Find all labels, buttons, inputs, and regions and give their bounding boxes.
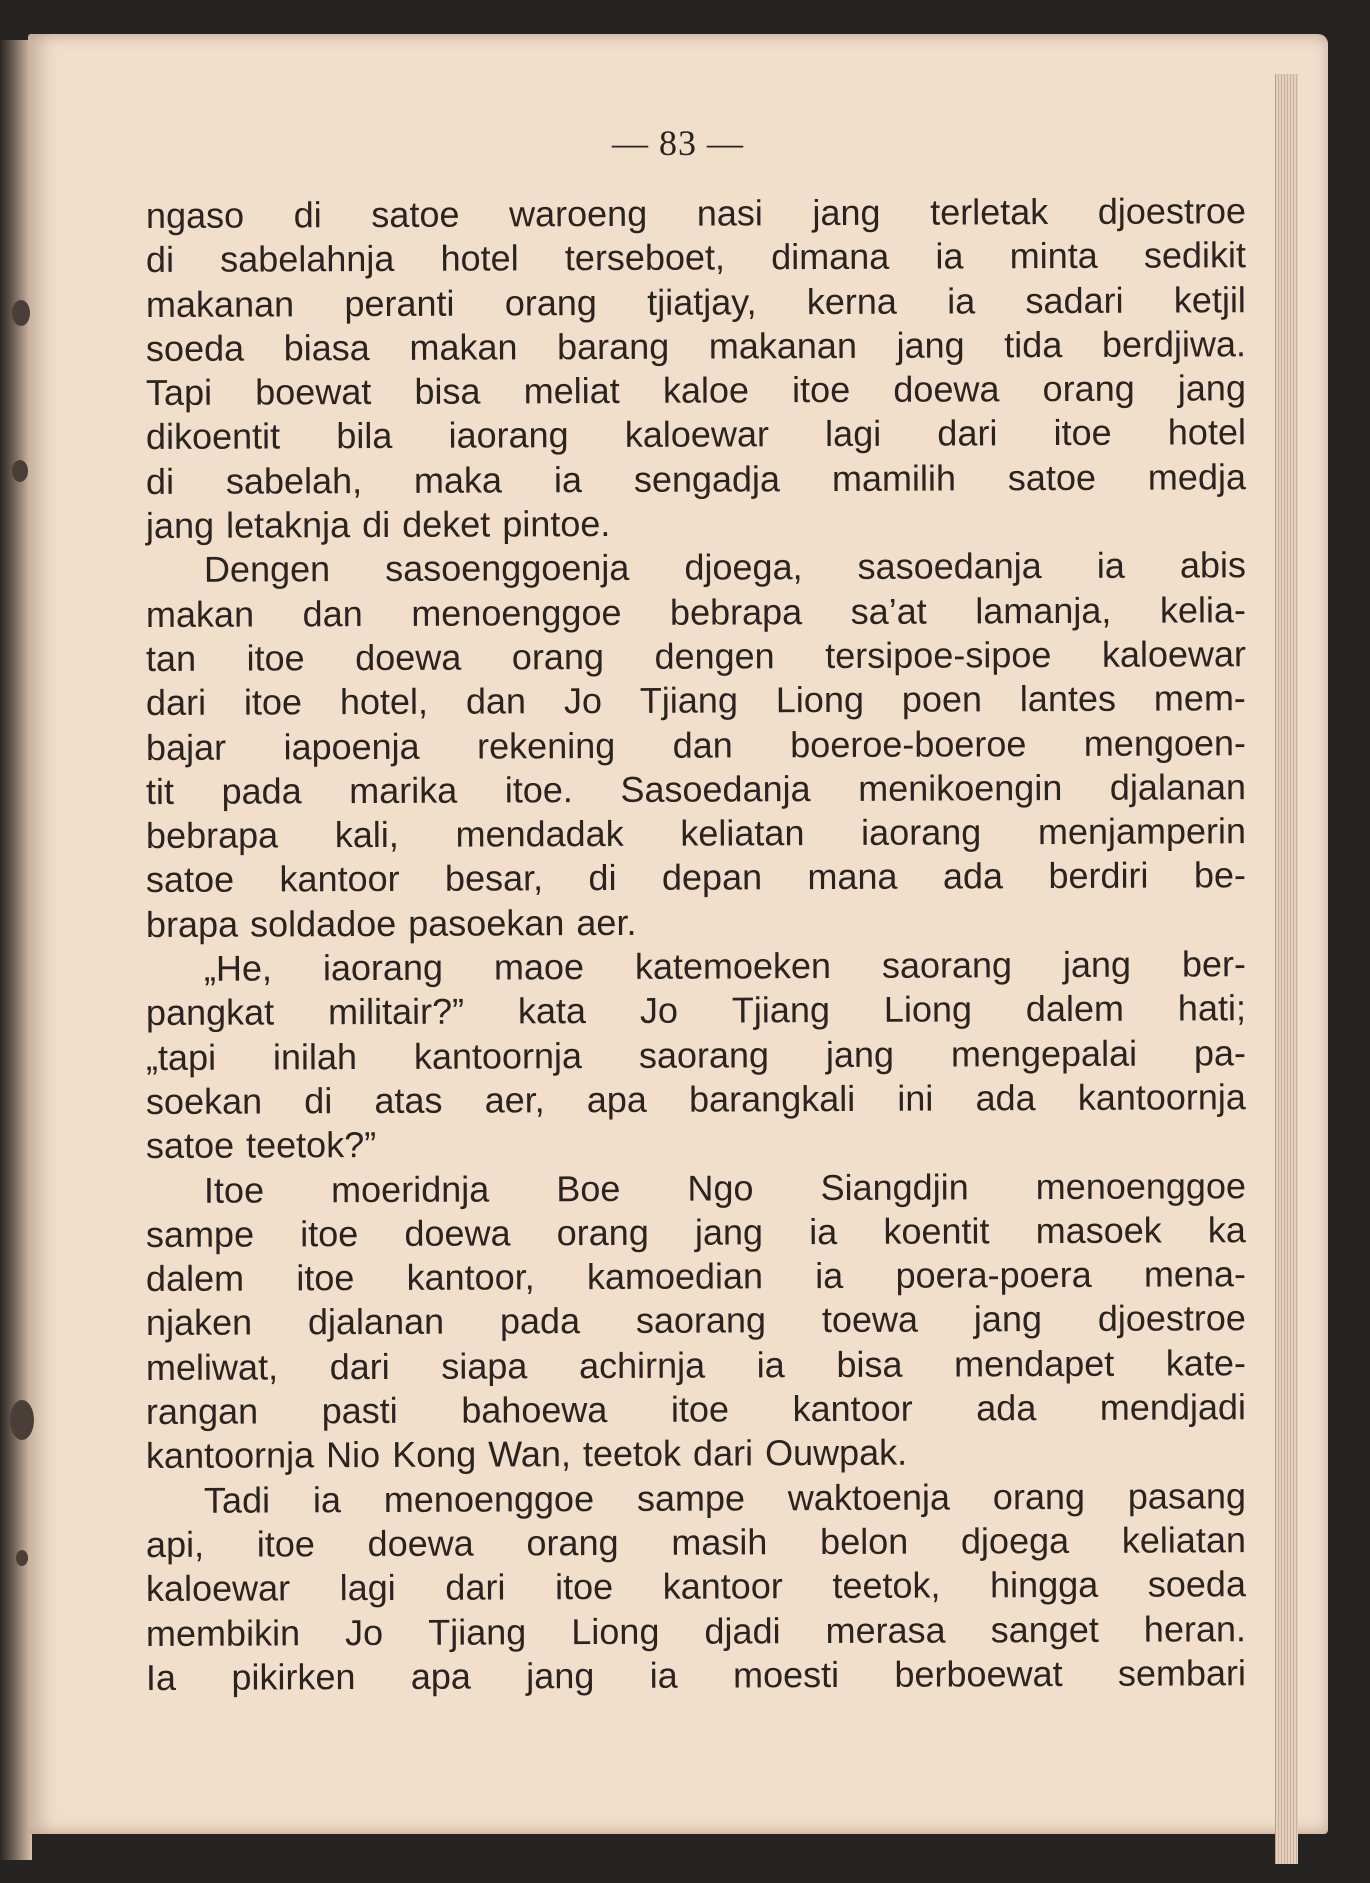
binding-mark (10, 1400, 34, 1440)
text-line: „He, iaorang maoe katemoeken saorang jang ber- (203, 943, 1247, 989)
text-line: Tapi boewat bisa meliat kaloe itoe doewa orang jang (145, 367, 1247, 414)
text-line: jang letaknja di deket pintoe. (145, 503, 611, 547)
text-line: di sabelahnja hotel terseboet, dimana ia minta sedikit (145, 234, 1247, 281)
text-line: pangkat militair?” kata Jo Tjiang Liong dalem hati; (145, 987, 1246, 1034)
book-page (28, 34, 1328, 1834)
text-line: meliwat, dari siapa achirnja ia bisa mendapet kate- (145, 1341, 1247, 1388)
text-line: brapa soldadoe pasoekan aer. (145, 901, 637, 945)
text-line: ngaso di satoe waroeng nasi jang terletak djoestroe (145, 190, 1247, 236)
page-number: — 83 — (612, 123, 744, 163)
binding-mark (12, 460, 28, 482)
text-line: dalem itoe kantoor, kamoedian ia poera-poera mena- (145, 1253, 1247, 1300)
text-line: soeda biasa makan barang makanan jang tida berdjiwa. (145, 323, 1247, 369)
text-line: dari itoe hotel, dan Jo Tjiang Liong poen lantes mem- (145, 677, 1246, 724)
text-line: Ia pikirken apa jang ia moesti berboewat sembari (145, 1651, 1247, 1698)
binding-holes (8, 300, 48, 1600)
text-line: sampe itoe doewa orang jang ia koentit masoek ka (145, 1209, 1246, 1255)
text-line: makan dan menoenggoe bebrapa sa’at lamanja, kelia- (145, 588, 1247, 635)
binding-mark (12, 300, 30, 326)
text-line: api, itoe doewa orang masih belon djoega keliatan (145, 1519, 1247, 1565)
text-line: bajar iapoenja rekening dan boeroe-boeroe mengoen- (145, 721, 1247, 768)
text-line: tit pada marika itoe. Sasoedanja menikoengin djalanan (145, 766, 1247, 812)
text-line: makanan peranti orang tjiatjay, kerna ia sadari ketjil (145, 278, 1246, 325)
text-line: membikin Jo Tjiang Liong djadi merasa sanget heran. (145, 1607, 1247, 1654)
text-line: kaloewar lagi dari itoe kantoor teetok, hingga soeda (145, 1563, 1247, 1610)
binding-mark (16, 1550, 28, 1566)
text-line: bebrapa kali, mendadak keliatan iaorang menjamperin (145, 810, 1247, 857)
text-line: satoe teetok?” (145, 1124, 377, 1167)
page-edges (1275, 74, 1298, 1864)
text-line: soekan di atas aer, apa barangkali ini ada kantoornja (145, 1076, 1246, 1122)
text-line: njaken djalanan pada saorang toewa jang djoestroe (145, 1297, 1246, 1344)
body-text (145, 190, 1247, 1700)
text-line: Itoe moeridnja Boe Ngo Siangdjin menoenggoe (203, 1164, 1247, 1211)
text-line: dikoentit bila iaorang kaloewar lagi dari itoe hotel (145, 411, 1247, 458)
text-line: Dengen sasoenggoenja djoega, sasoedanja ia abis (203, 544, 1247, 591)
text-line: di sabelah, maka ia sengadja mamilih satoe medja (145, 455, 1247, 502)
text-line: tan itoe doewa orang dengen tersipoe-sipoe kaloewar (145, 633, 1247, 679)
text-line: satoe kantoor besar, di depan mana ada berdiri be- (145, 854, 1247, 901)
text-line: kantoornja Nio Kong Wan, teetok dari Ouwpak. (145, 1431, 908, 1477)
text-line: Tadi ia menoenggoe sampe waktoenja orang pasang (203, 1474, 1247, 1521)
text-line: „tapi inilah kantoornja saorang jang mengepalai pa- (145, 1031, 1247, 1078)
text-line: rangan pasti bahoewa itoe kantoor ada mendjadi (145, 1386, 1247, 1433)
